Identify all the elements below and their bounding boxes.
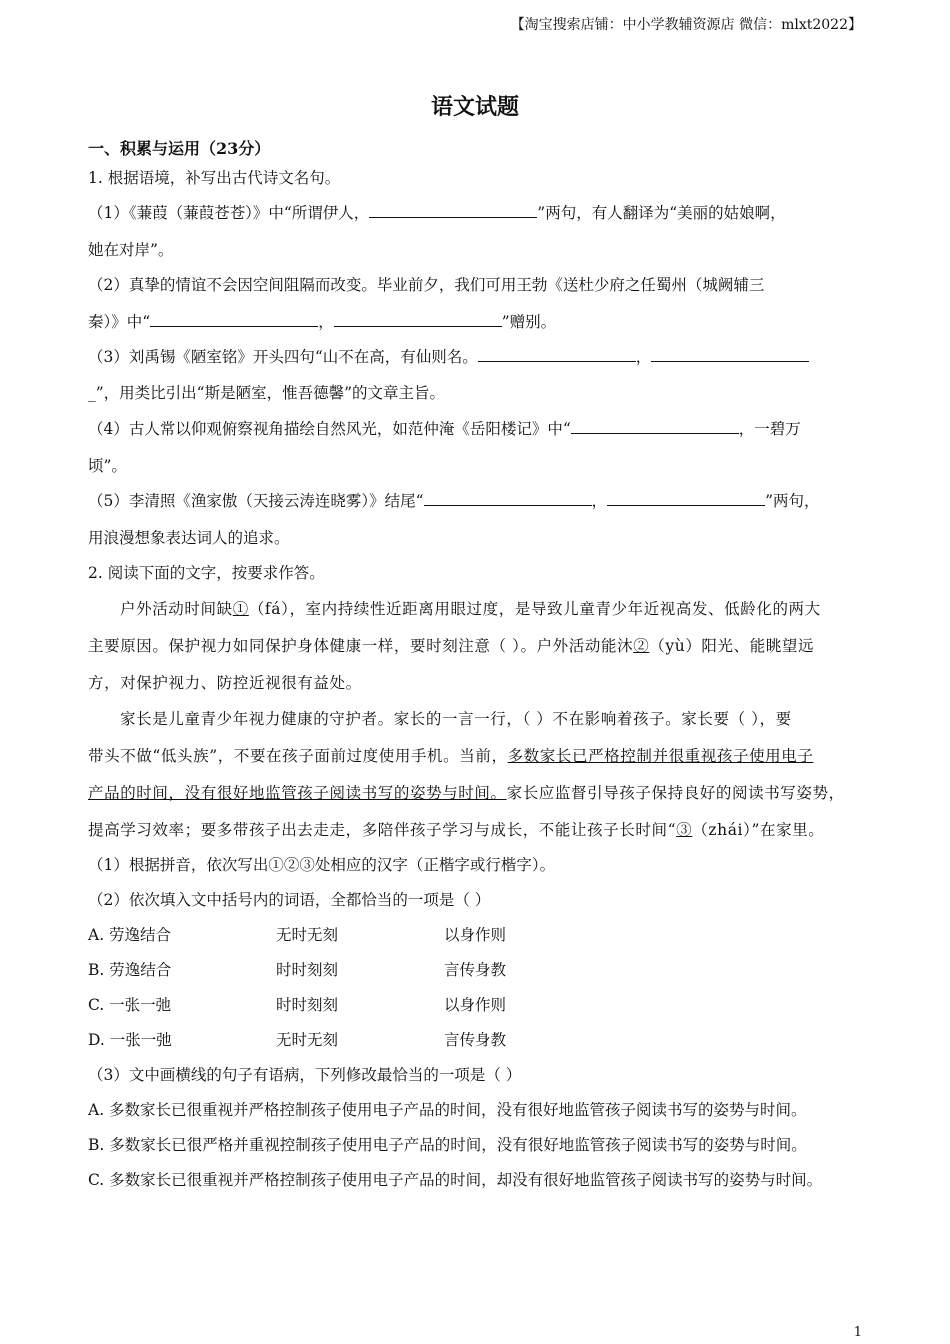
text: 主要原因。保护视力如同保护身体健康一样，要时刻注意（ ）。户外活动能沐 [88,637,634,655]
q1-item4-line1 [88,417,801,439]
option-word: 言传身教 [444,961,507,979]
text: （yù）阳光、能眺望远 [649,637,815,655]
option-word: 时时刻刻 [276,961,339,979]
q1-item5-line2: 用浪漫想象表达词人的追求。 [88,529,290,547]
option-label: D. 一张一弛 [88,1031,172,1049]
passage-line [88,744,813,766]
q1-item3-line1 [88,345,809,367]
option-row[interactable] [88,958,688,980]
text: （fá），室内持续性近距离用眼过度，是导致儿童青少年近视高发、低龄化的两大 [248,600,821,618]
option-label: B. 劳逸结合 [88,961,172,979]
q1-item1-line2: 她在对岸”。 [88,241,174,259]
q1-item5-line1 [88,489,820,511]
q2-stem: 2. 阅读下面的文字，按要求作答。 [88,564,325,582]
underlined-sentence: 多数家长已严格控制并很重视孩子使用电子 [507,747,814,765]
q1-stem: 1. 根据语境，补写出古代诗文名句。 [88,169,341,187]
passage-line [120,597,821,619]
q1-item2-line2 [88,310,556,332]
text: （zhái）”在家里。 [692,821,825,839]
text: 秦）》中“ [88,313,151,331]
option-word: 无时无刻 [276,926,339,944]
option-row[interactable]: B. 多数家长已很严格并重视控制孩子使用电子产品的时间，没有很好地监管孩子阅读书写的姿势与时间。 [88,1136,807,1154]
text: 提高学习效率；要多带孩子出去走走，多陪伴孩子学习与成长，不能让孩子长时间“ [88,821,677,839]
blank-marker: ① [232,600,249,618]
q2-sub1: （1）根据拼音，依次写出①②③处相应的汉字（正楷字或行楷字）。 [88,856,556,874]
option-row[interactable] [88,923,688,945]
text: （1）《蒹葭（蒹葭苍苍）》中“所谓伊人， [88,204,370,222]
option-row[interactable] [88,1028,688,1050]
text: ， [635,348,652,366]
text: （5）李清照《渔家傲（天接云涛连晓雾）》结尾“ [88,492,424,510]
page-number: 1 [853,1325,862,1340]
option-word: 以身作则 [444,926,507,944]
text: ”赠别。 [501,313,557,331]
text: ， [591,492,608,510]
q2-sub2: （2）依次填入文中括号内的词语，全都恰当的一项是（ ） [88,891,491,909]
text: ”两句， [765,492,820,510]
answer-blank[interactable] [607,491,765,506]
option-label: A. 劳逸结合 [88,926,172,944]
text: ， [318,313,334,331]
option-label: C. 一张一弛 [88,996,172,1014]
option-word: 时时刻刻 [276,996,339,1014]
answer-blank[interactable] [424,491,592,506]
q2-sub3: （3）文中画横线的句子有语病，下列修改最恰当的一项是（ ） [88,1066,522,1084]
option-word: 以身作则 [444,996,507,1014]
answer-blank[interactable] [651,347,809,362]
q1-item4-line2: 顷”。 [88,457,127,475]
blank-marker: ② [633,637,650,655]
answer-blank[interactable] [478,347,636,362]
text: （3）刘禹锡《陋室铭》开头四句“山不在高，有仙则名。 [88,348,478,366]
text: 带头不做“低头族”，不要在孩子面前过度使用手机。当前， [88,747,508,765]
text: 家长应监督引导孩子保持良好的阅读书写姿势， [506,784,845,802]
option-word: 无时无刻 [276,1031,339,1049]
option-word: 言传身教 [444,1031,507,1049]
option-row[interactable] [88,993,688,1015]
blank-marker: ③ [676,821,693,839]
passage-line: 方，对保护视力、防控近视很有益处。 [88,674,362,692]
underlined-sentence: 产品的时间，没有很好地监管孩子阅读书写的姿势与时间。 [88,784,507,802]
page-title: 语文试题 [430,94,519,120]
q1-item3-line2: _”，用类比引出“斯是陋室，惟吾德馨”的文章主旨。 [88,384,446,402]
text: ”两句，有人翻译为“美丽的姑娘啊， [537,204,786,222]
text: ，一碧万 [738,420,801,438]
passage-line [88,781,845,803]
passage-line [88,634,814,656]
option-row[interactable]: C. 多数家长已很重视并严格控制孩子使用电子产品的时间，却没有很好地监管孩子阅读书写的姿势与时间。 [88,1171,823,1189]
option-row[interactable]: A. 多数家长已很重视并严格控制孩子使用电子产品的时间，没有很好地监管孩子阅读书写的姿势与时间。 [88,1101,807,1119]
answer-blank[interactable] [369,203,537,218]
text: 户外活动时间缺 [120,600,233,618]
passage-line [88,818,824,840]
answer-blank[interactable] [334,312,502,327]
q1-item1-line1 [88,201,786,223]
header-note: 【淘宝搜索店铺：中小学教辅资源店 微信：mlxt2022】 [510,17,862,33]
q1-item2-line1: （2）真挚的情谊不会因空间阻隔而改变。毕业前夕，我们可用王勃《送杜少府之任蜀州（城阙辅三 [88,276,765,294]
answer-blank[interactable] [571,419,739,434]
answer-blank[interactable] [150,312,318,327]
text: （4）古人常以仰观俯察视角描绘自然风光，如范仲淹《岳阳楼记》中“ [88,420,571,438]
section-heading: 一、积累与运用（23分） [88,139,271,158]
passage-line: 家长是儿童青少年视力健康的守护者。家长的一言一行，（ ）不在影响着孩子。家长要（ ），要 [120,710,792,728]
